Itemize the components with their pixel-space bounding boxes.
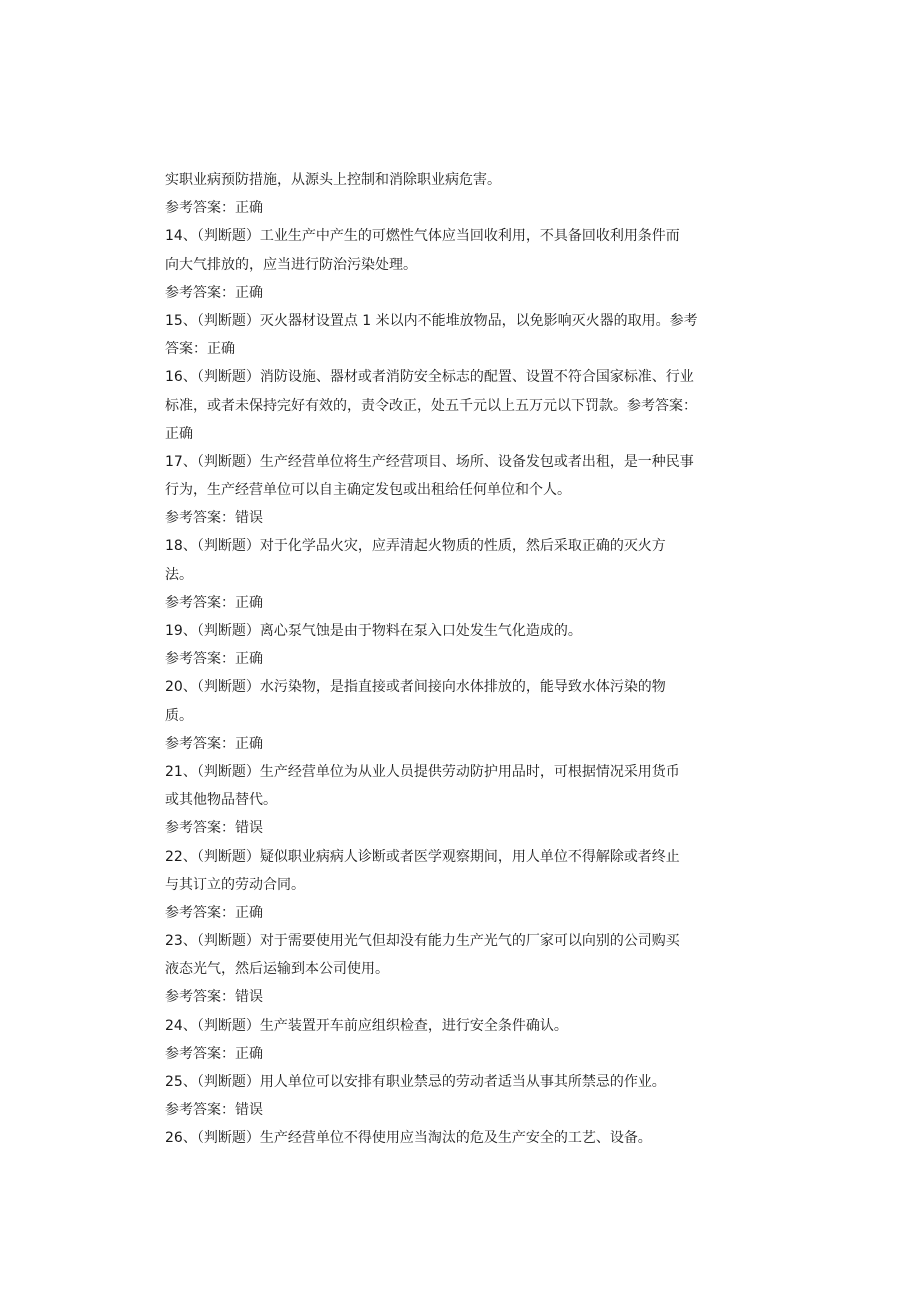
question-line: 向大气排放的，应当进行防治污染处理。	[165, 256, 417, 273]
document-body	[165, 166, 765, 1153]
question-line: 17、（判断题）生产经营单位将生产经营项目、场所、设备发包或者出租，是一种民事	[165, 453, 694, 470]
answer-line: 正确	[165, 425, 193, 442]
answer-line: 参考答案：正确	[165, 284, 263, 301]
question-line: 25、（判断题）用人单位可以安排有职业禁忌的劳动者适当从事其所禁忌的作业。	[165, 1074, 666, 1090]
answer-line: 参考答案：正确	[165, 735, 263, 752]
question-line: 24、（判断题）生产装置开车前应组织检查，进行安全条件确认。	[165, 1017, 568, 1034]
answer-line: 参考答案：错误	[165, 989, 263, 1006]
question-line: 或其他物品替代。	[165, 792, 277, 809]
question-line: 18、（判断题）对于化学品火灾，应弄清起火物质的性质，然后采取正确的灭火方	[165, 538, 666, 555]
question-line: 质。	[165, 707, 193, 724]
answer-line: 参考答案：正确	[165, 904, 263, 921]
question-line: 19、（判断题）离心泵气蚀是由于物料在泵入口处发生气化造成的。	[165, 623, 582, 639]
question-line: 26、（判断题）生产经营单位不得使用应当淘汰的危及生产安全的工艺、设备。	[165, 1130, 652, 1147]
question-line: 20、（判断题）水污染物，是指直接或者间接向水体排放的，能导致水体污染的物	[165, 679, 666, 696]
question-line: 标准，或者未保持完好有效的，责令改正，处五千元以上五万元以下罚款。参考答案：	[165, 397, 697, 414]
question-line: 15、（判断题）灭火器材设置点 1 米以内不能堆放物品，以免影响灭火器的取用。参考	[165, 312, 698, 329]
answer-line: 参考答案：错误	[165, 820, 263, 837]
question-line: 与其订立的劳动合同。	[165, 876, 305, 893]
question-line: 行为，生产经营单位可以自主确定发包或出租给任何单位和个人。	[165, 482, 571, 499]
question-line: 22、（判断题）疑似职业病病人诊断或者医学观察期间，用人单位不得解除或者终止	[165, 848, 680, 865]
question-line: 14、（判断题）工业生产中产生的可燃性气体应当回收利用，不具备回收利用条件而	[165, 228, 680, 245]
question-line: 液态光气，然后运输到本公司使用。	[165, 961, 389, 978]
question-line: 16、（判断题）消防设施、器材或者消防安全标志的配置、设置不符合国家标准、行业	[165, 369, 694, 386]
question-line: 法。	[165, 566, 193, 583]
answer-line: 参考答案：错误	[165, 510, 263, 527]
answer-line: 参考答案：错误	[165, 1102, 263, 1119]
answer-line: 参考答案：正确	[165, 200, 263, 217]
answer-line: 答案：正确	[165, 341, 235, 358]
answer-line: 参考答案：正确	[165, 1045, 263, 1062]
answer-line: 参考答案：正确	[165, 594, 263, 611]
question-line: 23、（判断题）对于需要使用光气但却没有能力生产光气的厂家可以向别的公司购买	[165, 933, 680, 950]
answer-line: 参考答案：正确	[165, 651, 263, 668]
text-line: 实职业病预防措施，从源头上控制和消除职业病危害。	[165, 172, 501, 188]
question-line: 21、（判断题）生产经营单位为从业人员提供劳动防护用品时，可根据情况采用货币	[165, 763, 680, 780]
